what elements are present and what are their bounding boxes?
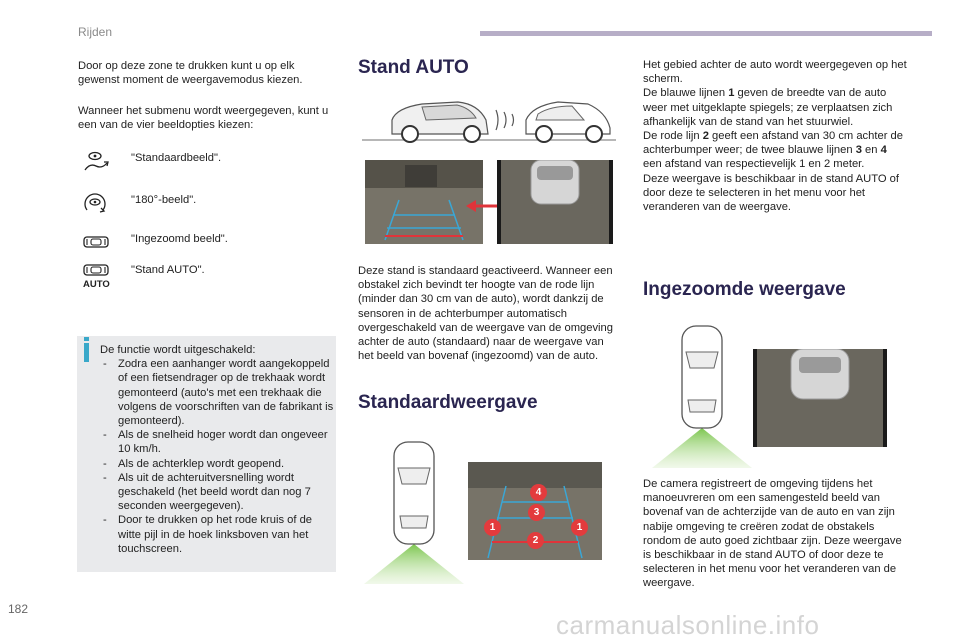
marker-1-right: 1 xyxy=(571,519,588,536)
option-label-180: "180°-beeld". xyxy=(131,194,197,206)
standard-view-icon xyxy=(82,150,112,172)
car-side-illustration xyxy=(362,90,616,148)
marker-3: 3 xyxy=(528,504,545,521)
option-label-auto: "Stand AUTO". xyxy=(131,264,205,276)
info-icon xyxy=(84,343,89,362)
right-text-block xyxy=(643,58,907,214)
heading-stand-auto: Stand AUTO xyxy=(358,57,469,78)
header-bar xyxy=(480,31,932,36)
auto-icon-caption: AUTO xyxy=(83,279,110,290)
right-paragraph-1: Het gebied achter de auto wordt weergegeven op het scherm. xyxy=(643,59,907,86)
section-header: Rijden xyxy=(78,25,113,39)
auto-paragraph: Deze stand is standaard geactiveerd. Wanneer een obstakel zich bevindt ter hoogte van de rode lijn (minder dan 30 cm van de auto), wordt dankzij de sensoren in de achterbumper automatisch overgeschakeld van de weergave van de omgeving achter de auto (standaard) naar de weergave van het beeld van bovenaf (ingezoomd) van de auto. xyxy=(358,265,613,363)
intro-paragraph-1: Door op deze zone te drukken kunt u op elk gewenst moment de weergavemodus kiezen. xyxy=(78,60,303,87)
zoomed-view-icon xyxy=(82,231,112,253)
heading-standaardweergave: Standaardweergave xyxy=(358,392,538,413)
intro-paragraph-2: Wanneer het submenu wordt weergegeven, kunt u een van de vier beeldopties kiezen: xyxy=(78,105,329,132)
option-label-standard: "Standaardbeeld". xyxy=(131,152,222,164)
info-item: - Door te drukken op het rode kruis of de witte pijl in de hoek linksboven van het touchscreen. xyxy=(100,513,334,556)
car-top-illustration-zoom xyxy=(652,322,752,468)
180-view-icon xyxy=(82,192,112,214)
info-content xyxy=(100,343,334,556)
marker-1-left: 1 xyxy=(484,519,501,536)
info-item: - Als de snelheid hoger wordt dan ongeveer 10 km/h. xyxy=(100,428,334,456)
page-number: 182 xyxy=(8,602,29,616)
info-item: - Zodra een aanhanger wordt aangekoppeld of een fietsendrager op de trekhaak wordt gemonteerd (auto's met een trekhaak die volgens de voorschriften van de fabrikant is gemonteerd). xyxy=(100,357,334,428)
info-item: - Als de achterklep wordt geopend. xyxy=(100,457,334,471)
camera-top-view xyxy=(497,160,613,244)
right-paragraph-2: De blauwe lijnen 1 geven de breedte van de auto weer met uitgeklapte spiegels; ze verplaatsen zich afhankelijk van de stand van het stuurwiel. xyxy=(643,87,893,128)
car-top-illustration xyxy=(364,436,464,584)
marker-4: 4 xyxy=(530,484,547,501)
camera-zoom-view xyxy=(753,349,887,447)
info-item: - Als uit de achteruitversnelling wordt geschakeld (het beeld wordt dan nog 7 seconden weergegeven). xyxy=(100,471,334,514)
zoom-paragraph: De camera registreert de omgeving tijdens het manoeuvreren om een samengesteld beeld van bovenaf van de achterzijde van de auto en van zijn nabije omgeving te creëren zodat de obstakels rondom de auto goed zichtbaar zijn. Deze weergave is beschikbaar in de stand AUTO of door deze te selecteren in het menu voor het veranderen van de weergave. xyxy=(643,478,902,590)
info-list xyxy=(100,357,334,556)
heading-ingezoomde-weergave: Ingezoomde weergave xyxy=(643,279,846,300)
option-label-zoomed: "Ingezoomd beeld". xyxy=(131,233,228,245)
right-paragraph-3: De rode lijn 2 geeft een afstand van 30 cm achter de achterbumper weer; de twee blauwe lijnen 3 en 4 een afstand van respectievelijk 1 en 2 meter. xyxy=(643,130,903,171)
watermark: carmanualsonline.info xyxy=(556,610,820,640)
info-intro: De functie wordt uitgeschakeld: xyxy=(100,344,256,356)
marker-2: 2 xyxy=(527,532,544,549)
right-paragraph-4: Deze weergave is beschikbaar in de stand AUTO of door deze te selecteren in het menu voor het veranderen van de weergave. xyxy=(643,172,900,214)
